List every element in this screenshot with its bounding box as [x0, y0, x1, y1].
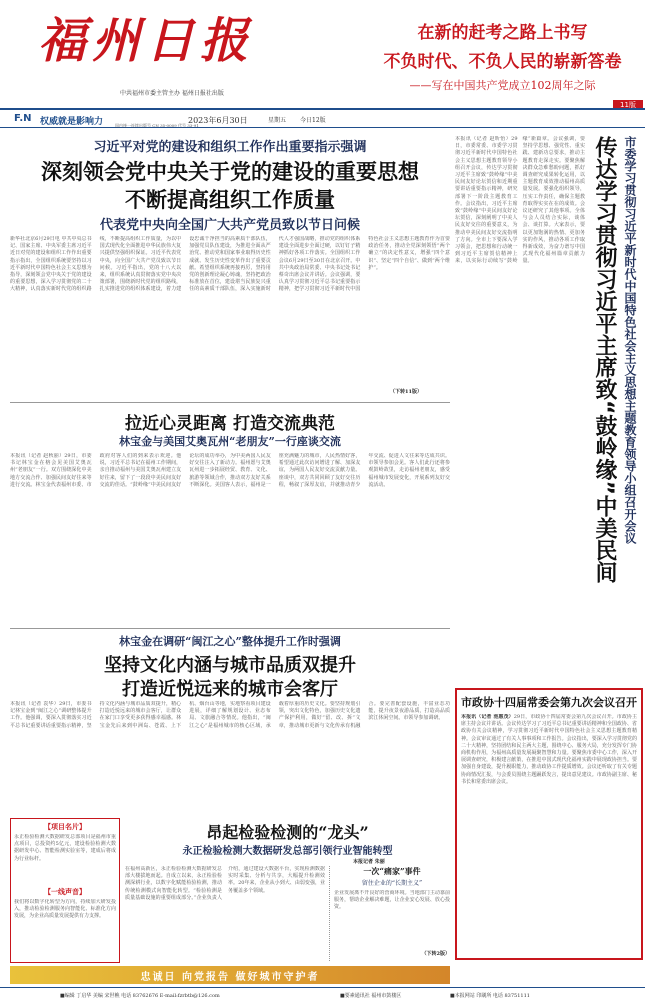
masthead-title: 福州日报: [38, 13, 255, 69]
page-badge: 11版: [613, 100, 643, 110]
lead-body-text: 新华社北京6月29日电 中共中央总书记、国家主席、中央军委主席习近平近日对党的建设和组织工作作出重要指示指出，全国组织系统要坚持以习近平新时代中国特色社会主义思想为指导，深刻领会党中央关于党的建设的重要思想，深入学习贯彻党的二十大精神，认真落实新时代党的组织路线，不断提高组织工作质量，为以中国式现代化全面推进中华民族伟大复兴提供坚强组织保证。习近平代表党中央，向全国广大共产党员致以节日问候。习近平指出，党的十八大以来，组织系统认真贯彻落实党中央决策部署，围绕新时代党的组织路线，扎实推进党的组织体系建设，着力建设忠诚干净担当的高素质干部队伍，加强党员队伍建设，为推进全面从严治党、推动党和国家事业取得历史性成就、发生历史性变革作出了重要贡献。希望组织系统再接再厉，坚持用党的创新理论凝心铸魂，坚持把政治标准放在首位，建设堪当民族复兴重任的高素质干部队伍，深入实施新时代人才强国战略，推动党的组织体系建设全面进步全面过硬，以钉钉子精神抓好各项工作落实。全国组织工作会议6月29日至30日在北京召开。中共中央政治局常委、中央书记处书记蔡奇出席会议并讲话。会议强调，要认真学习贯彻习近平总书记重要指示精神，把学习贯彻习近平新时代中国特色社会主义思想主题教育作为首要政治任务，推动全党深刻领悟“两个确立”的决定性意义，增强“四个意识”、坚定“四个自信”、做到“两个维护”。: [10, 236, 450, 293]
issue-extra: 国内统一连续出版号 CN 35-0009 代号 33-91: [115, 123, 199, 128]
minjiang-title-1: 坚持文化内涵与城市品质双提升: [104, 655, 356, 676]
minjiang-title-2: 打造近悦远来的城市会客厅: [122, 679, 338, 700]
right-kicker-vertical: 市委学习贯彻习近平新时代中国特色社会主义思想主题教育领导小组召开会议: [623, 136, 637, 544]
promo-line-1: 在新的赶考之路上书写: [417, 23, 588, 43]
weekday: 星期五: [268, 117, 287, 124]
footer-right: ■本报网站 印刷所 电话 83751111: [450, 993, 530, 999]
meeting-byline: 本报讯（记者 池惠茂）: [461, 714, 514, 720]
article-exchange: [10, 402, 450, 622]
info-bar: [0, 108, 645, 128]
footer-left: ■编辑 丁启华 美编 宋世樵 电话 83762676 E-mail:fzrbtb@126.com: [60, 993, 220, 999]
testing-title: 昂起检验检测的“龙头”: [206, 823, 369, 842]
project-box-text: 永正检验检测大数据研发总部项目是福州市重点项目，总投资约5亿元，建设检验检测大数据研发中心、智能检测实验室等，建成后将成为行业标杆。: [14, 834, 116, 862]
testing-subtitle: 永正检验检测大数据研发总部引领行业智能转型: [182, 846, 393, 857]
exchange-subtitle: 林宝金与美国艾奥瓦州“老朋友”一行座谈交流: [119, 435, 341, 448]
project-box-title: 【项目名片】: [44, 822, 86, 831]
minjiang-kicker: 林宝金在调研“闽江之心”整体提升工作时强调: [119, 635, 341, 648]
project-box-voice: 我们将以数字化转型为方向，持续加大研发投入，推动检验检测服务向智能化、标准化方向发展，为企业高质量发展提供有力支撑。: [14, 899, 116, 920]
sidebar-title: 一次“痛家”事件: [363, 866, 421, 876]
right-article: [455, 132, 643, 682]
promo-line-2: 不负时代、不负人民的崭新答卷: [383, 52, 622, 72]
meeting-title: 市政协十四届常委会第九次会议召开: [461, 696, 637, 709]
meeting-body-text: 本报讯（记者 池惠茂）29日，市政协十四届常委会第九次会议召开。市政协主席主持会议并讲话。会议传达学习了习近平总书记重要讲话精神和全国政协、省政协有关会议精神，学习贯彻习近平新时代中国特色社会主义思想主题教育精神。会议审议通过了有关人事事项和工作报告。会议指出，要深入学习贯彻党的二十大精神，坚持团结和民主两大主题，围绕中心、服务大局，充分发挥专门协商机构作用，为福州高质量发展凝聚智慧和力量。要聚焦市委中心工作，深入开展调查研究，积极建言献策，在推进中国式现代化福州实践中展现政协担当。要加强自身建设，提升履职能力，推动政协工作提质增效。会议还听取了有关专题协商情况汇报，与会委员围绕主题踊跃发言，提出意见建议。市政协副主席、秘书长和常委出席会议。: [461, 714, 637, 785]
right-big-title-1: 传达学习贯彻习近平主席致“鼓岭缘”中美民间: [592, 136, 617, 583]
right-headline-1: [591, 136, 617, 676]
lead-title-1: 深刻领会党中央关于党的建设的重要思想: [41, 160, 419, 184]
project-box: [10, 818, 120, 963]
tagline: 权威就是影响力: [40, 117, 104, 127]
project-box-bracket: 【一线声音】: [44, 887, 86, 896]
testing-byline: 本报记者 朱丽: [353, 859, 385, 865]
meeting-box: [455, 688, 643, 960]
lead-article: [10, 132, 450, 397]
masthead: [0, 0, 645, 108]
exchange-title: 拉近心灵距离 打造交流典范: [125, 414, 335, 434]
testing-continued: （下转2版）: [421, 951, 450, 957]
masthead-promo: [360, 18, 645, 93]
right-headline-2: [619, 136, 643, 676]
lead-continued: （下转11版）: [390, 389, 422, 395]
sidebar-text: 企业发展离不开良好的营商环境。当地部门主动靠前服务，帮助企业解决难题，让企业安心发展、放心投资。: [334, 890, 450, 911]
exchange-body-text: 本报讯（记者 赵秋丽）29日，市委书记林宝金在榕会见美国艾奥瓦州“老朋友”一行。双方围绕深化中美地方交流合作、加强民间友好往来等进行交流。林宝金代表福州市委、市政府对客人们的到来表示欢迎。他说，习近平总书记在福州工作期间，亲自推动福州与美国艾奥瓦州建立友好往来，留下了一段段中美民间友好交流的佳话。“鼓岭缘”中美民间友好论坛的成功举办，为中美两国人民友好交往注入了新动力。福州愿与艾奥瓦州进一步拓展经贸、教育、文化、旅游等领域合作，推动双方友好关系不断深化。美国客人表示，福州是一座充满魅力的城市，人民热情好客，希望通过此次访问增进了解、加深友谊，为两国人民友好交流贡献力量。座谈中，双方共同回顾了友好交往历程，畅叙了深厚友谊，并就推动青少年交流、促进人文往来等达成共识。市领导参加会见。客人们此行还将参观鼓岭故里，走访福州老朋友，感受福州城市发展变化，开展系列友好交流活动。: [10, 453, 450, 488]
bottom-banner: [10, 966, 450, 984]
lead-deck: 代表党中央向全国广大共产党员致以节日问候: [99, 218, 360, 233]
bottom-banner-text: 忠诚日 向党报告 做好城市守护者: [140, 971, 320, 983]
footer: [0, 987, 645, 1001]
fn-logo: F.N: [14, 113, 32, 124]
sidebar-subtitle: 留住企业的“长期主义”: [361, 880, 423, 887]
promo-line-3: ——写在中国共产党成立102周年之际: [409, 79, 596, 92]
testing-body-text: 在福州高新区，永正检验检测大数据研发总部大楼拔地而起。自成立以来，永正检验检测深耕行业，以数字化赋能检验检测，推动传统检测模式向智能化转型。“检验检测是质量基础设施的重要组成部分。”企业负责人介绍，通过建设大数据平台，实现检测数据实时采集、分析与共享，大幅提升检测效率。20年来，企业从小到大、由弱变强，业务覆盖多个领域。: [125, 866, 325, 901]
footer-mid: ■要素通讯社 福州市鼓楼区: [340, 993, 402, 999]
lead-kicker: 习近平对党的建设和组织工作作出重要指示强调: [93, 140, 367, 155]
testing-sidebar: [329, 866, 450, 961]
issue-details: 今日12版: [300, 117, 326, 124]
article-minjiang: [10, 628, 450, 818]
right-body-text: 本报讯（记者 赵昕怡）29日，市委常委、市委学习贯彻习近平新时代中国特色社会主义思想主题教育领导小组召开会议，传达学习贯彻习近平主席致“鼓岭缘”中美民间友好论坛贺信和近期重要讲话重要指示精神，研究部署下一阶段主题教育工作。会议指出，习近平主席致“鼓岭缘”中美民间友好论坛贺信，深刻阐明了中美人民友好交往的重要意义，为推动中美民间友好交流指明了方向。全市上下要深入学习领会，把思想和行动统一到习近平主席贺信精神上来，以实际行动续写“鼓岭缘”新篇章。会议强调，要坚持学思想、强党性、重实践、建新功总要求，推动主题教育走深走实。要聚焦解决群众急难愁盼问题，抓好调查研究成果转化运用，以主题教育成效推动福州高质量发展。要强化组织领导，压实工作责任，确保主题教育取得实实在在的成效。会议还研究了其他事项。全体与会人员结合实际，谈体会、谈打算。大家表示，要以更加饱满的热情、更加务实的作风，推动各项工作取得新成效，为奋力谱写中国式现代化福州篇章贡献力量。: [455, 136, 585, 265]
article-testing: [125, 818, 450, 963]
minjiang-body-text: 本报讯（记者 袁华）29日，市委书记林宝金到“闽江之心”调研整体提升工作。他强调，要深入贯彻落实习近平总书记重要讲话重要指示精神，坚持文化内涵与城市品质双提升，精心打造近悦远来的城市会客厅，让群众在家门口享受更多获得感幸福感。林宝金先后来到中洲岛、苍霞、上下杭、烟台山等地，实地察看项目建设进展，详细了解规划设计、业态布局、文旅融合等情况。他指出，“闽江之心”是福州城市的核心区域，承载着厚重的历史文化。要坚持规划引领，突出文化特色，加强历史文化遗产保护利用，做好“留、改、拆”文章，推动城市更新与文化传承有机融合。要完善配套设施，丰富业态功能，提升夜景夜游品质，打造高品质滨江休闲空间。市领导参加调研。: [10, 701, 450, 729]
masthead-subtitle: 中共福州市委主管主办 福州日报社出版: [120, 90, 224, 97]
lead-title-2: 不断提高组织工作质量: [125, 188, 335, 212]
issue-date: 2023年6月30日: [188, 116, 248, 125]
